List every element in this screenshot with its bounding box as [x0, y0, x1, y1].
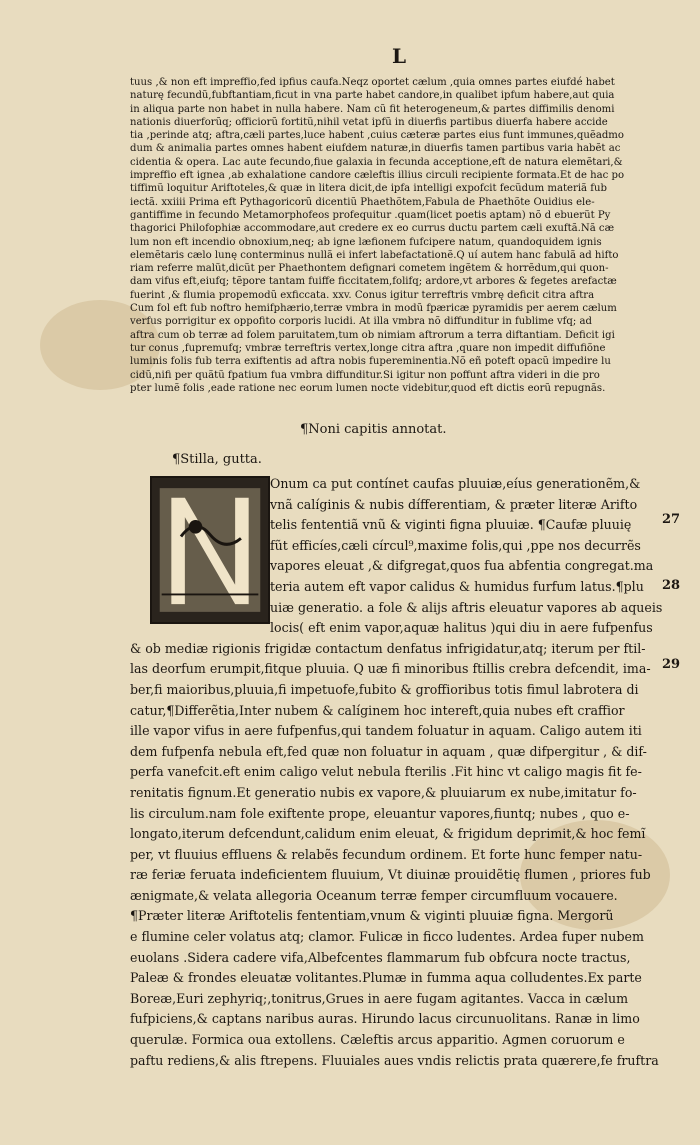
- text-line: querulæ. Formica oua extollens. Cæleftis arcus apparitio. Agmen coruorum e: [130, 1032, 625, 1048]
- text-line: ille vapor vifus in aere fufpenfus,qui tandem foluatur in aquam. Caligo autem iti: [130, 723, 642, 739]
- margin-number: 27: [662, 512, 681, 527]
- text-line: fuerint ,& flumia propemodũ exficcata. xxv. Conus igitur terreftris vmbrę deficit citra aftra: [130, 289, 595, 301]
- text-line: lis circulum.nam fole exiftente prope, eleuantur vapores,fiuntq; nubes , quo e-: [130, 805, 630, 821]
- text-line: fufpiciens,& captans naribus auras. Hirundo lacus circunuolitans. Ranæ in limo: [130, 1011, 640, 1027]
- text-line: paftu rediens,& alis ftrepens. Fluuiales aues vndis relictis prata quærere,fe fruftra: [130, 1052, 659, 1068]
- text-line: cidũ,nifi per quãtũ fpatium fua vmbra diffunditur.Si igitur non poffunt aftra videri in die pro: [130, 369, 600, 381]
- paragraph-top: [130, 76, 650, 395]
- text-line: ænigmate,& velata allegoria Oceanum terræ femper circumfluum vocauere.: [130, 887, 618, 903]
- margin-number: 29: [662, 657, 681, 672]
- text-line: Cum fol eft fub noftro hemifphærio,terræ vmbra in modũ fpæricæ pyramidis per aerem cælum: [130, 303, 617, 315]
- text-line: per, vt fluuius effluens & relabẽs fecundum ordinem. Et forte hunc femper natu-: [130, 846, 643, 862]
- text-line: thagorici Philofophiæ accommodare,aut credere ex eo currus ductu partem cæli exuftã.Nã cæ: [130, 223, 615, 235]
- text-line: ber,fi maioribus,pluuia,fi impetuofe,fubito & groffioribus totis fimul labrotera di: [130, 681, 639, 697]
- text-line: catur,¶Differẽtia,Inter nubem & calíginem hoc intereft,quia nubes eft craffior: [130, 702, 625, 718]
- text-line: las deorfum erumpit,fitque pluuia. Q uæ fi minoribus ftillis crebra defcendit, ima-: [130, 661, 651, 677]
- text-line: riam referre malũt,dicũt per Phaethontem defignari cometem ingẽtem & horrẽdum,qui quon-: [130, 263, 609, 275]
- text-line: luminis folis fub terra exiftentis ad aftra nobis fupereminentia.Nõ eñ poteft opacũ impedire lu: [130, 356, 611, 368]
- text-line: tuus ,& non eft impreffio,fed ipfius caufa.Neqz oportet cælum ,quia omnes partes eiufdé habet: [130, 77, 615, 88]
- text-line: tiffimũ loquitur Ariftoteles,& quæ in litera dicit,de ipfa intelligi expofcit fecũdum materiã fub: [130, 183, 607, 195]
- text-line: teria autem eft vapor calidus & humidus furfum latus.¶plu: [270, 578, 644, 594]
- text-line: tur conus ,fupremufq; vmbræ terreftris vertex,longe citra aftra ,quare non impedit diffufiõne: [130, 342, 606, 354]
- chapter-annotation-heading: ¶Noni capitis annotat.: [300, 422, 447, 437]
- stilla-gutta-heading: ¶Stilla, gutta.: [172, 452, 262, 467]
- text-line: Boreæ,Euri zephyriq;,tonitrus,Grues in aere fugam agitantes. Vacca in cælum: [130, 990, 629, 1006]
- text-line: vnã calíginis & nubis dífferentiam, & præter literæ Arifto: [270, 496, 638, 512]
- text-line: locis( eft enim vapor,aquæ halitus )qui diu in aere fufpenfus: [270, 620, 653, 636]
- text-line: vapores eleuat ,& difgregat,quos fua abfentia congregat.ma: [270, 558, 654, 574]
- text-line: e flumine celer volatus atq; clamor. Fulicæ in ficco ludentes. Ardea fuper nubem: [130, 929, 644, 945]
- text-line: in aliqua parte non habet in nulla habere. Nam cũ fit heterogeneum,& partes diffimilis denomi: [130, 103, 615, 115]
- text-line: pter lumẽ folis ,eade ratione nec eorum lumen nocte videbitur,quod eft dictis eorũ repugnãs.: [130, 382, 606, 394]
- paragraph-main: [130, 474, 675, 1071]
- text-line: fũt efficíes,cæli círcul⁹,maxime folis,qui ,ppe nos decurrẽs: [270, 537, 641, 553]
- text-line: longato,iterum defcendunt,calidum enim eleuat, & frigidum deprimit,& hoc femĩ: [130, 826, 646, 842]
- text-line: elemẽtaris cælo lunę conterminus nullã ei infert labefactationẽ.Q uí autem hanc fabulã ad hifto: [130, 249, 619, 261]
- text-line: gantiffime in fecundo Metamorphofeos profequitur .quam(licet poetis aptam) nõ d ebuerũt Py: [130, 209, 611, 221]
- text-line: tia ,perinde atq; aftra,cæli partes,luce habent ,cuius cæteræ partes eius funt immunes,quẽadmo: [130, 130, 624, 142]
- text-line: dam vifus eft,eiufq; tẽpore tantam fuiffe ficcitatem,folifq; ardore,vt arbores & fegetes arefactæ: [130, 276, 617, 288]
- margin-number: 28: [662, 578, 681, 593]
- text-line: iectã. xxiiii Prima eft Pythagoricorũ dicentiũ Phaethõtem,Fabula de Phaethõte Ouidius ele-: [130, 196, 595, 208]
- folio-number: L: [392, 44, 407, 68]
- text-line: & ob mediæ rigionis frigidæ contactum denfatus infrigidatur,atq; iterum per ftil-: [130, 640, 646, 656]
- text-line: aftra cum ob terræ ad folem paruitatem,tum ob nimiam aftrorum a terra diftantiam. Deficit igi: [130, 329, 615, 341]
- text-line: perfa vanefcit.eft enim caligo velut nebula fterilis .Fit hinc vt caligo magis fit fe-: [130, 764, 642, 780]
- text-line: euolans .Sidera cadere vifa,Albefcentes flammarum fub obfcura nocte tractus,: [130, 949, 631, 965]
- text-line: lum non eft incendio obnoxium,neq; ab igne læfionem fufcipere natum, quandoquidem ignis: [130, 236, 602, 248]
- text-line: Onum ca put contínet caufas pluuiæ,eíus generationẽm,&: [270, 476, 641, 491]
- text-line: cidentia & opera. Lac aute fecundo,fiue galaxia in fecunda acceptione,eft de natura elemẽtari,&: [130, 156, 623, 168]
- text-line: impreffio eft ignea ,ab exhalatione candore cæleftis illius circuli recipiente formata.Et de hac po: [130, 170, 625, 182]
- text-line: ræ feriæ feruata indeficientem fluuium, Vt diuinæ prouidẽtię flumen , priores fub: [130, 867, 651, 883]
- text-line: uiæ generatio. a fole & alijs aftris eleuatur vapores ab aqueis: [270, 599, 663, 615]
- text-line: renitatis fignum.Et generatio nubis ex vapore,& pluuiarum ex nube,imitatur fo-: [130, 784, 637, 800]
- text-line: dum & animalia partes omnes habent eiufdem naturæ,in diuerfis tamen partibus varia habẽt ac: [130, 143, 621, 155]
- text-line: nationis diuerforũq; officiorũ fortitũ,nihil vetat ipfũ in diuerfis partibus diuerfa habere accide: [130, 116, 608, 128]
- text-line: dem fufpenfa nebula eft,fed quæ non foluatur in aquam , quæ difpergitur , & dif-: [130, 743, 647, 759]
- text-line: verfus porrigitur ex oppofito corporis lucidi. At illa vmbra nõ diffunditur in fublime vfq; ad: [130, 316, 592, 328]
- text-line: naturę fecundũ,fubftantiam,ficut in vna parte habet candore,in qualibet ipfum habere,aut quia: [130, 90, 615, 102]
- text-line: ¶Præter literæ Ariftotelis fententiam,vnum & viginti pluuiæ figna. Mergorũ: [130, 908, 614, 924]
- text-line: Paleæ & frondes eleuatæ volitantes.Plumæ in fumma aqua colludentes.Ex parte: [130, 970, 642, 986]
- text-line: telis fententiã vnũ & viginti figna pluuiæ. ¶Caufæ pluuię: [270, 517, 632, 533]
